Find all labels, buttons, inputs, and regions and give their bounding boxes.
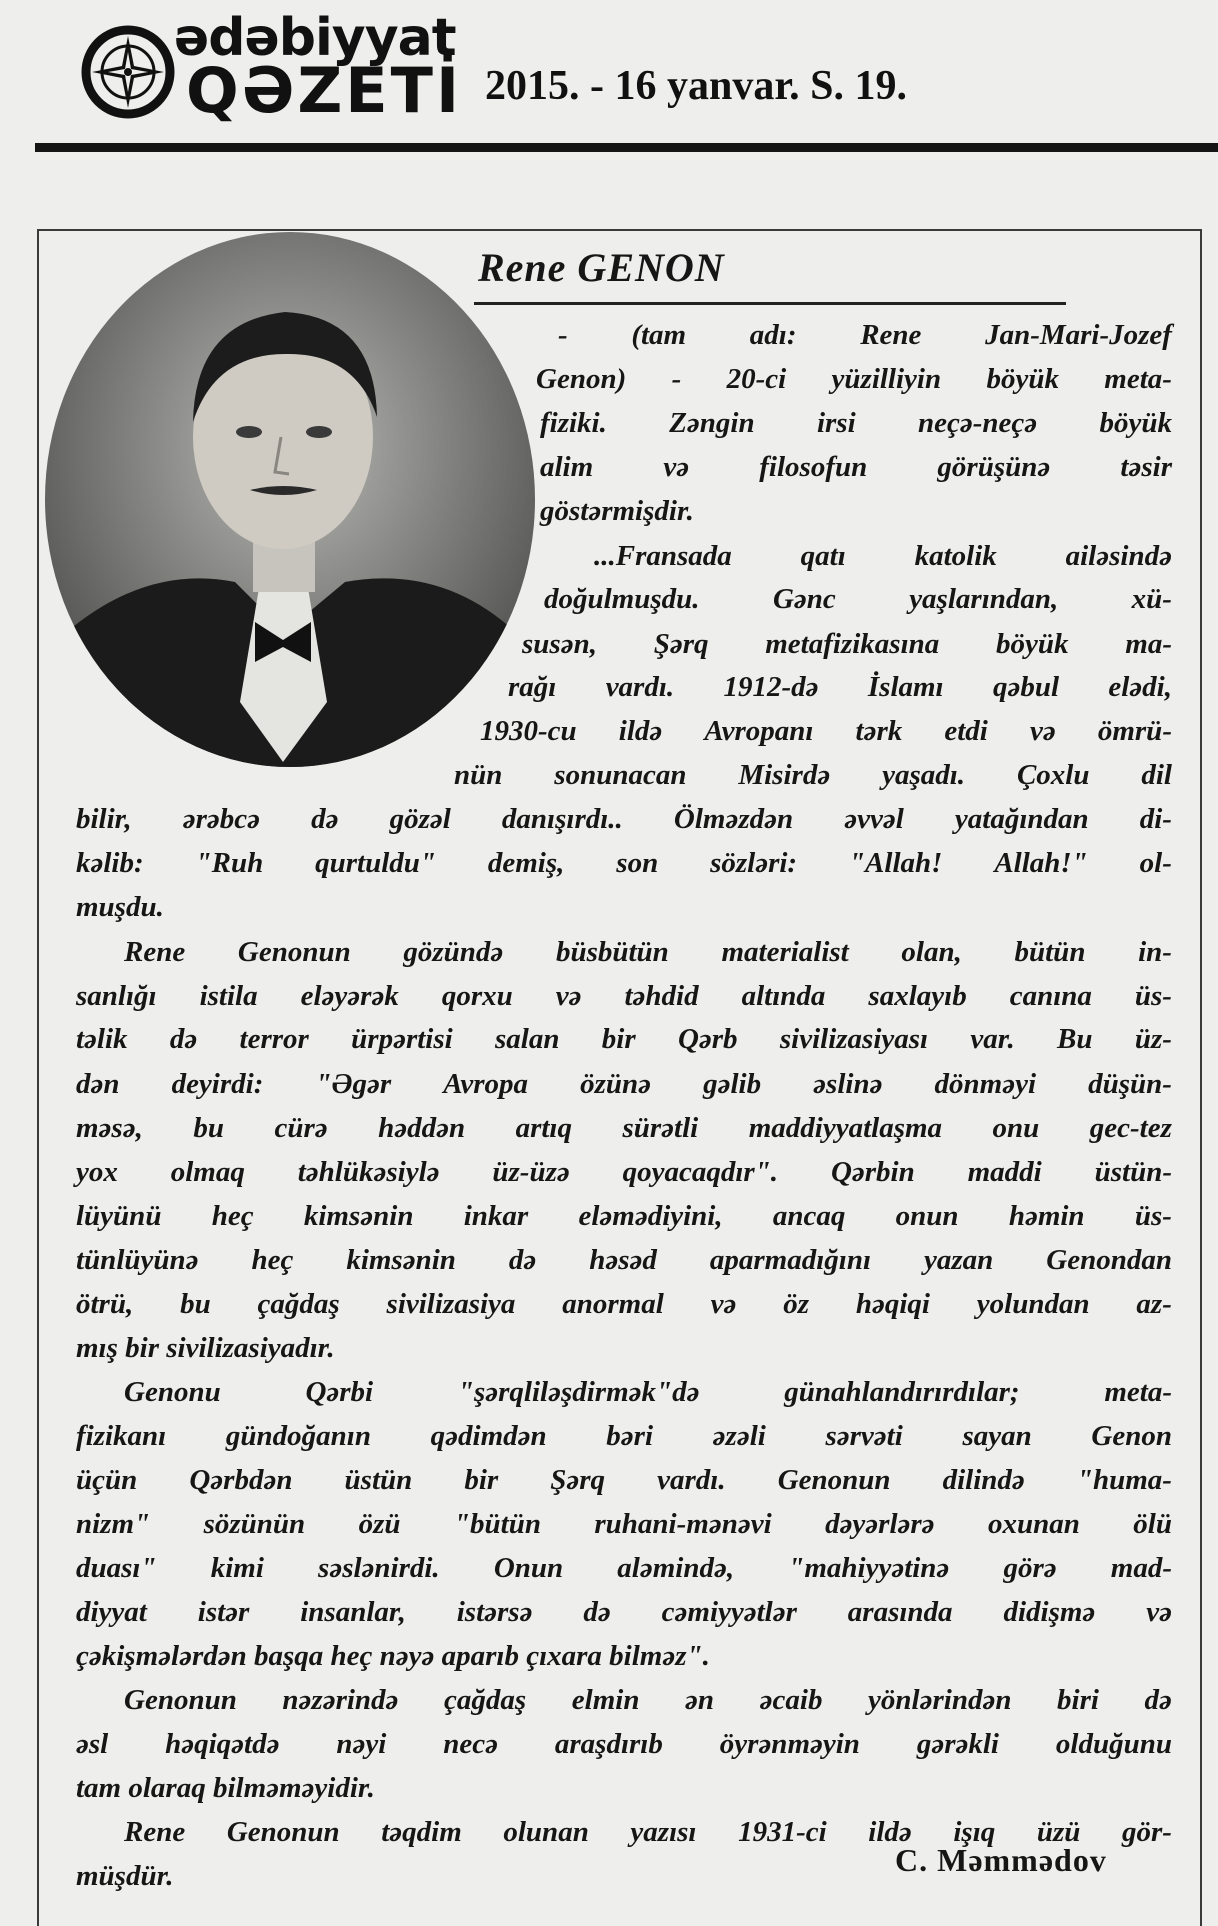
article-line: rağı vardı. 1912-də İslamı qəbul elədi,: [508, 671, 1172, 703]
portrait-photo: [45, 232, 535, 767]
logo-bottom-text: QƏZETİ: [186, 54, 463, 127]
article-line: Rene Genonun gözündə büsbütün materialist olan, bütün in-: [124, 936, 1172, 968]
article-line: muşdu.: [76, 891, 164, 923]
article-line: əsl həqiqətdə nəyi necə araşdırıb öyrənməyin gərəkli olduğunu: [76, 1728, 1172, 1760]
article-line: duası" kimi səslənirdi. Onun aləmində, "mahiyyətinə görə mad-: [76, 1552, 1172, 1584]
compass-star-icon: [76, 22, 184, 122]
article-line: diyyat istər insanlar, istərsə də cəmiyyətlər arasında didişmə və: [76, 1596, 1172, 1628]
article-line: nün sonunacan Misirdə yaşadı. Çoxlu dil: [454, 759, 1172, 791]
article-line: Genonu Qərbi "şərqliləşdirmək"də günahlandırırdılar; meta-: [124, 1376, 1172, 1408]
article-line: tünlüyünə heç kimsənin də həsəd aparmadığını yazan Genondan: [76, 1244, 1172, 1276]
article-line: Genonun nəzərində çağdaş elmin ən əcaib yönlərindən biri də: [124, 1684, 1172, 1716]
issue-date: 2015. - 16 yanvar. S. 19.: [485, 63, 907, 109]
article-line: - (tam adı: Rene Jan-Mari-Jozef: [558, 319, 1172, 351]
article-line: məsə, bu cürə həddən artıq sürətli maddiyyatlaşma onu gec-tez: [76, 1112, 1172, 1144]
article-line: sanlığı istila eləyərək qorxu və təhdid altında saxlayıb canına üs-: [76, 980, 1172, 1012]
article-line: Rene Genonun təqdim olunan yazısı 1931-ci ildə işıq üzü gör-: [124, 1816, 1172, 1848]
article-line: çəkişmələrdən başqa heç nəyə aparıb çıxara bilməz".: [76, 1640, 710, 1672]
article-line: nizm" sözünün özü "bütün ruhani-mənəvi dəyərlərə oxunan ölü: [76, 1508, 1172, 1540]
article-line: Genon) - 20-ci yüzilliyin böyük meta-: [536, 363, 1172, 395]
author-signature: C. Məmmədov: [895, 1842, 1107, 1878]
masthead: [40, 0, 1200, 150]
article-line: təlik də terror ürpərtisi salan bir Qərb sivilizasiyası var. Bu üz-: [76, 1023, 1172, 1055]
article-line: alim və filosofun görüşünə təsir: [540, 451, 1172, 483]
article-line: fizikanı gündoğanın qədimdən bəri əzəli sərvəti sayan Genon: [76, 1420, 1172, 1452]
article-line: 1930-cu ildə Avropanı tərk etdi və ömrü-: [480, 715, 1172, 747]
newspaper-logo: [76, 10, 516, 130]
masthead-divider: [35, 143, 1218, 152]
article-line: göstərmişdir.: [540, 495, 694, 527]
article-line: ...Fransada qatı katolik ailəsində: [594, 540, 1172, 572]
article-line: ötrü, bu çağdaş sivilizasiya anormal və öz həqiqi yolundan az-: [76, 1288, 1172, 1320]
article-line: lüyünü heç kimsənin inkar eləmədiyini, ancaq onun həmin üs-: [76, 1200, 1172, 1232]
article-line: üçün Qərbdən üstün bir Şərq vardı. Genonun dilində "huma-: [76, 1464, 1172, 1496]
article-line: dən deyirdi: "Əgər Avropa özünə gəlib əslinə dönməyi düşün-: [76, 1068, 1172, 1100]
article-line: bilir, ərəbcə də gözəl danışırdı.. Ölməzdən əvvəl yatağından di-: [76, 803, 1172, 835]
title-underline: [474, 302, 1066, 305]
article-line: doğulmuşdu. Gənc yaşlarından, xü-: [544, 583, 1172, 615]
article-line: mış bir sivilizasiyadır.: [76, 1332, 335, 1364]
article-line: tam olaraq bilməməyidir.: [76, 1772, 375, 1804]
article-line: yox olmaq təhlükəsiylə üz-üzə qoyacaqdır". Qərbin maddi üstün-: [76, 1156, 1172, 1188]
article-line: susən, Şərq metafizikasına böyük ma-: [522, 628, 1172, 660]
article-line: fiziki. Zəngin irsi neçə-neçə böyük: [540, 407, 1172, 439]
logo-top-text: ədəbiyyat: [174, 8, 456, 68]
article-line: kəlib: "Ruh qurtuldu" demiş, son sözləri: "Allah! Allah!" ol-: [76, 847, 1172, 879]
article-title: Rene GENON: [478, 245, 725, 290]
article-line: müşdür.: [76, 1860, 174, 1892]
